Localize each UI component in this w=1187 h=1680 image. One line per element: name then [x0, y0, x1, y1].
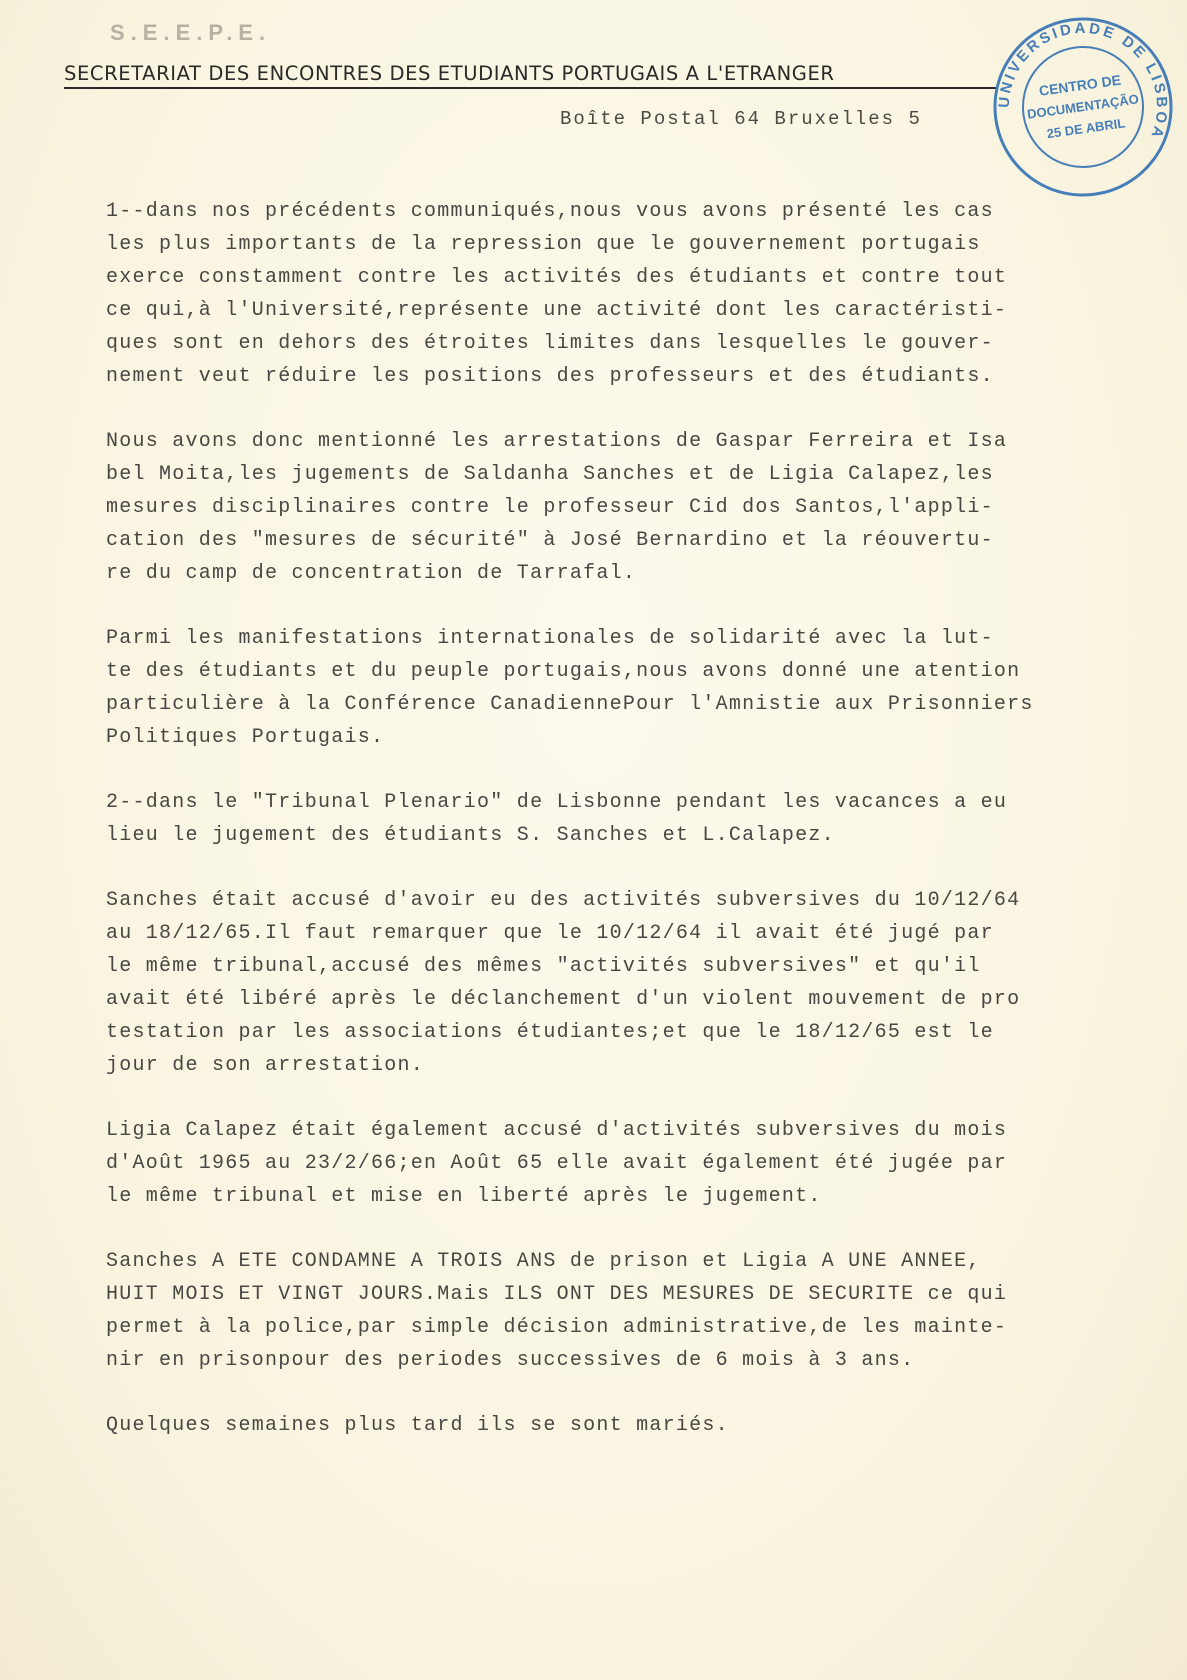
paragraph [106, 1409, 1106, 1442]
text-line: nement veut réduire les positions des professeurs et des étudiants. [106, 365, 994, 388]
text-line: au 18/12/65.Il faut remarquer que le 10/12/64 il avait été jugé par [106, 922, 994, 945]
text-line: HUIT MOIS ET VINGT JOURS.Mais ILS ONT DES MESURES DE SECURITE ce qui [106, 1283, 1008, 1306]
paragraph [106, 884, 1106, 1082]
document-body [106, 195, 1106, 1474]
text-line: d'Août 1965 au 23/2/66;en Août 65 elle avait également été jugée par [106, 1152, 1008, 1175]
text-line: permet à la police,par simple décision administrative,de les mainte- [106, 1316, 1008, 1339]
text-line: Sanches était accusé d'avoir eu des activités subversives du 10/12/64 [106, 889, 1021, 912]
stamp-line-2: DOCUMENTAÇÃO [1026, 91, 1140, 122]
text-line: le même tribunal,accusé des mêmes "activités subversives" et qu'il [106, 955, 981, 978]
text-line: les plus importants de la repression que le gouvernement portugais [106, 233, 981, 256]
text-line: te des étudiants et du peuple portugais,nous avons donné une atention [106, 660, 1021, 683]
text-line: Politiques Portugais. [106, 726, 385, 749]
postal-address: Boîte Postal 64 Bruxelles 5 [560, 108, 922, 130]
text-line: mesures disciplinaires contre le professeur Cid dos Santos,l'appli- [106, 496, 994, 519]
stamp-graphic [988, 12, 1178, 202]
text-line: jour de son arrestation. [106, 1054, 425, 1077]
text-line: Sanches A ETE CONDAMNE A TROIS ANS de prison et Ligia A UNE ANNEE, [106, 1250, 981, 1273]
text-line: bel Moita,les jugements de Saldanha Sanches et de Ligia Calapez,les [106, 463, 994, 486]
paragraph [106, 622, 1106, 754]
stamp-line-3: 25 DE ABRIL [1045, 115, 1127, 142]
text-line: avait été libéré après le déclanchement d'un violent mouvement de pro [106, 988, 1021, 1011]
paragraph [106, 786, 1106, 852]
text-line: Nous avons donc mentionné les arrestations de Gaspar Ferreira et Isa [106, 430, 1008, 453]
text-line: le même tribunal et mise en liberté après le jugement. [106, 1185, 822, 1208]
paragraph [106, 195, 1106, 393]
stamp-ring-text: UNIVERSIDADE DE LISBOA [995, 19, 1171, 143]
text-line: ques sont en dehors des étroites limites dans lesquelles le gouver- [106, 332, 994, 355]
library-stamp [988, 12, 1178, 202]
text-line: lieu le jugement des étudiants S. Sanches et L.Calapez. [106, 824, 835, 847]
text-line: Quelques semaines plus tard ils se sont mariés. [106, 1414, 729, 1437]
paragraph [106, 425, 1106, 590]
paragraph [106, 1114, 1106, 1213]
text-line: Ligia Calapez était également accusé d'activités subversives du mois [106, 1119, 1008, 1142]
text-line: re du camp de concentration de Tarrafal. [106, 562, 637, 585]
header-initials: S.E.E.P.E. [110, 20, 272, 45]
text-line: particulière à la Conférence CanadiennePour l'Amnistie aux Prisonniers [106, 693, 1034, 716]
text-line: nir en prisonpour des periodes successives de 6 mois à 3 ans. [106, 1349, 915, 1372]
text-line: 2--dans le "Tribunal Plenario" de Lisbonne pendant les vacances a eu [106, 791, 1008, 814]
stamp-line-1: CENTRO DE [1037, 71, 1122, 99]
paragraph [106, 1245, 1106, 1377]
text-line: 1--dans nos précédents communiqués,nous vous avons présenté les cas [106, 200, 994, 223]
text-line: cation des "mesures de sécurité" à José Bernardino et la réouvertu- [106, 529, 994, 552]
document-heading: SECRETARIAT DES ENCONTRES DES ETUDIANTS PORTUGAIS A L'ETRANGER [64, 62, 996, 89]
text-line: exerce constamment contre les activités des étudiants et contre tout [106, 266, 1008, 289]
text-line: testation par les associations étudiantes;et que le 18/12/65 est le [106, 1021, 994, 1044]
text-line: Parmi les manifestations internationales de solidarité avec la lut- [106, 627, 994, 650]
text-line: ce qui,à l'Université,représente une activité dont les caractéristi- [106, 299, 1008, 322]
